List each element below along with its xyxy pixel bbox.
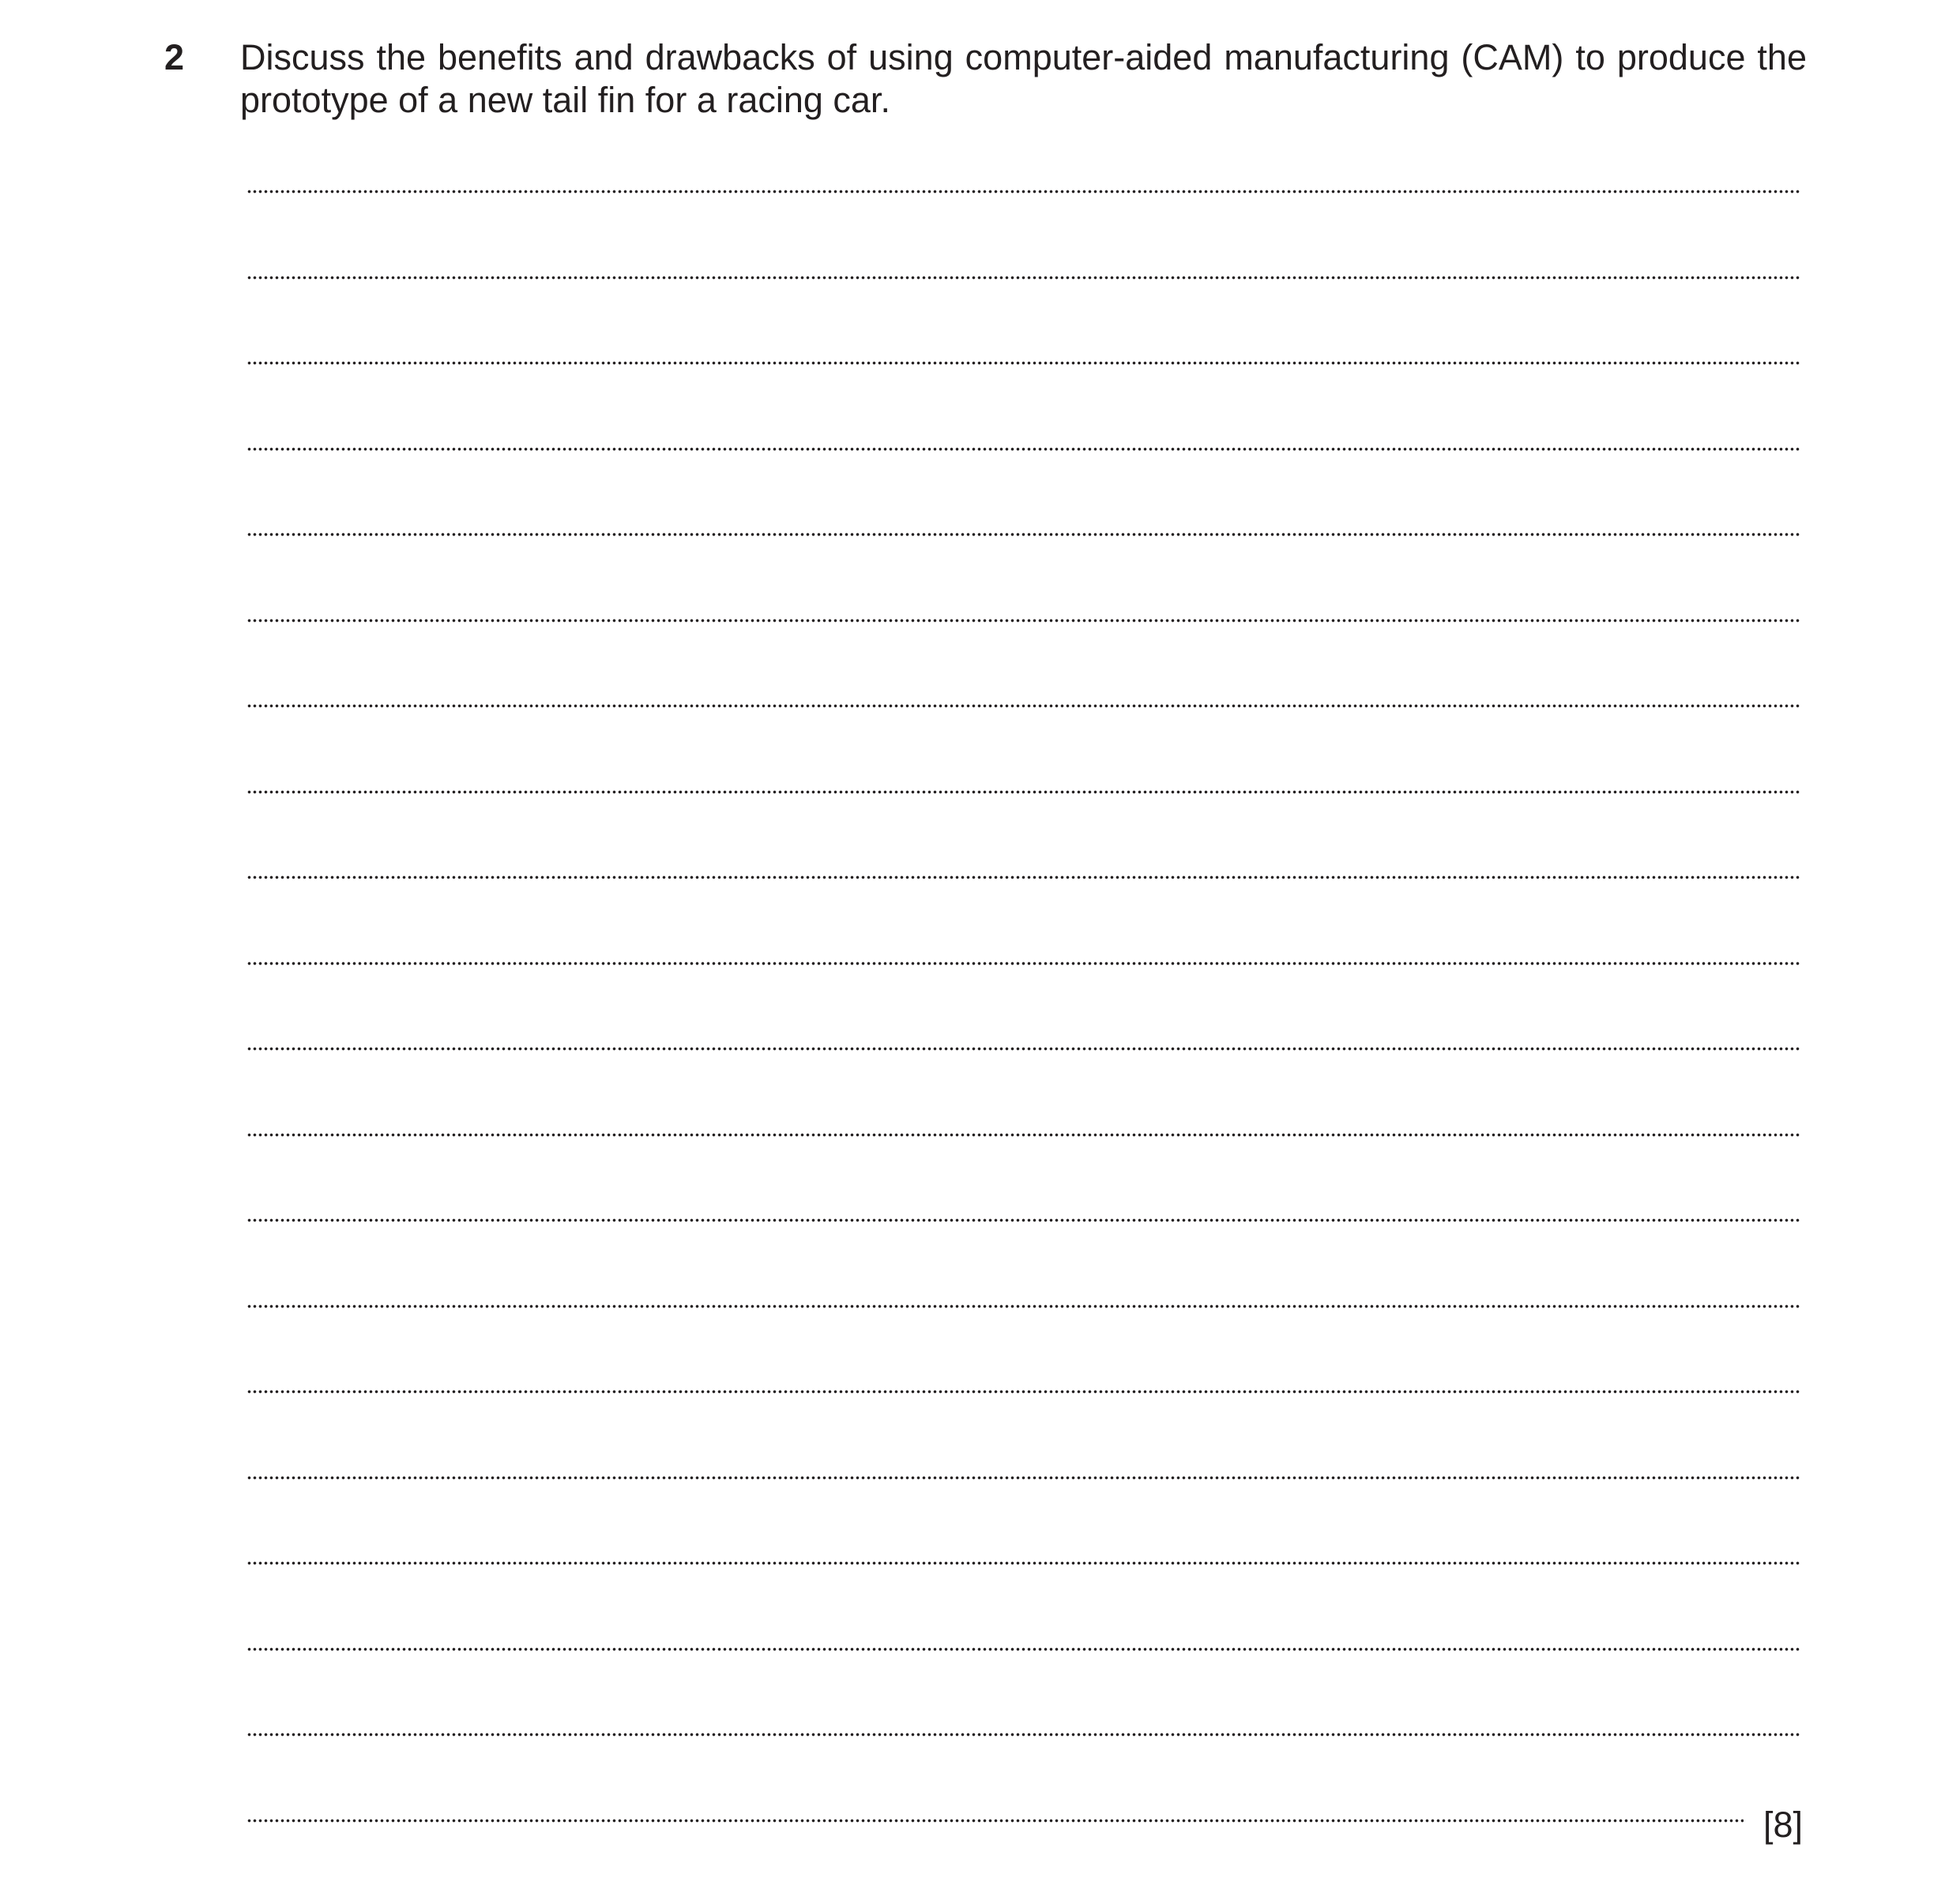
answer-line[interactable] (246, 790, 1800, 794)
question-number: 2 (164, 37, 185, 77)
answer-line[interactable] (246, 276, 1800, 280)
answer-line[interactable] (246, 875, 1800, 879)
answer-line[interactable] (246, 1133, 1800, 1137)
answer-line[interactable] (246, 1218, 1800, 1222)
answer-line[interactable] (246, 619, 1800, 623)
answer-line[interactable] (246, 1476, 1800, 1480)
answer-line[interactable] (246, 1733, 1800, 1737)
answer-line[interactable] (246, 361, 1800, 365)
answer-area[interactable] (246, 0, 1800, 1878)
answer-line[interactable] (246, 447, 1800, 451)
marks-label: [8] (1763, 1805, 1804, 1845)
answer-line[interactable] (246, 1047, 1800, 1051)
answer-line[interactable] (246, 1304, 1800, 1308)
answer-line[interactable] (246, 1390, 1800, 1394)
question-text: Discuss the benefits and drawbacks of using computer-aided manufacturing (CAM) to produce the prototype of a new tail fin for a racing car. (240, 37, 1807, 120)
answer-line[interactable] (246, 533, 1800, 536)
answer-line[interactable] (246, 1647, 1800, 1651)
answer-line[interactable] (246, 190, 1800, 194)
answer-line[interactable] (246, 1819, 1744, 1823)
answer-line[interactable] (246, 1561, 1800, 1565)
answer-line[interactable] (246, 704, 1800, 708)
answer-line[interactable] (246, 962, 1800, 965)
